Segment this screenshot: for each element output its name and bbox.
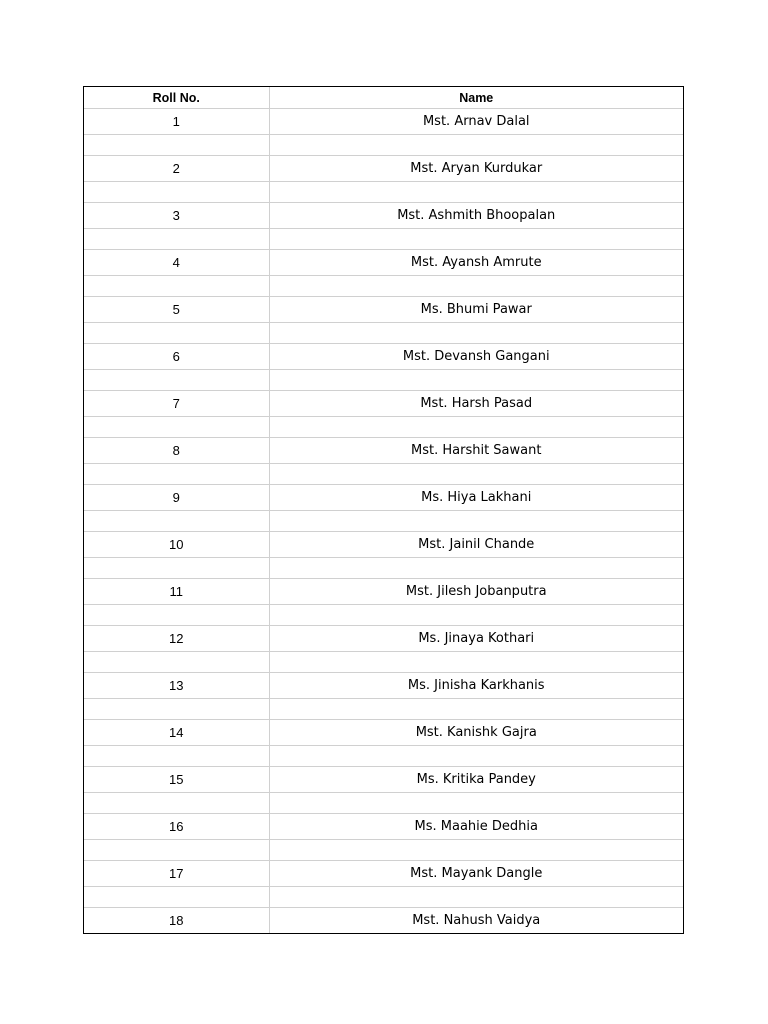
blank-cell	[84, 558, 269, 579]
blank-cell	[269, 746, 683, 767]
student-name-cell: Mst. Ashmith Bhoopalan	[269, 203, 683, 229]
blank-row	[84, 417, 683, 438]
table-row	[84, 109, 683, 135]
table-row	[84, 344, 683, 370]
roll-number-cell: 18	[84, 908, 269, 934]
blank-row	[84, 558, 683, 579]
blank-cell	[269, 605, 683, 626]
student-name-cell: Ms. Maahie Dedhia	[269, 814, 683, 840]
table-row	[84, 485, 683, 511]
blank-cell	[84, 370, 269, 391]
roll-number-cell: 11	[84, 579, 269, 605]
blank-cell	[269, 887, 683, 908]
roll-number-cell: 8	[84, 438, 269, 464]
blank-cell	[269, 417, 683, 438]
table-row	[84, 908, 683, 934]
blank-cell	[84, 323, 269, 344]
blank-cell	[84, 511, 269, 532]
student-name-cell: Ms. Hiya Lakhani	[269, 485, 683, 511]
blank-cell	[269, 276, 683, 297]
roll-number-cell: 16	[84, 814, 269, 840]
student-name-cell: Mst. Jilesh Jobanputra	[269, 579, 683, 605]
blank-row	[84, 746, 683, 767]
roll-number-cell: 3	[84, 203, 269, 229]
blank-cell	[84, 793, 269, 814]
blank-cell	[269, 699, 683, 720]
table-row	[84, 250, 683, 276]
blank-cell	[84, 417, 269, 438]
blank-cell	[269, 323, 683, 344]
student-name-cell: Ms. Jinaya Kothari	[269, 626, 683, 652]
blank-row	[84, 229, 683, 250]
blank-row	[84, 887, 683, 908]
blank-row	[84, 370, 683, 391]
blank-cell	[269, 558, 683, 579]
blank-cell	[269, 840, 683, 861]
table-row	[84, 156, 683, 182]
blank-cell	[269, 182, 683, 203]
roll-number-cell: 2	[84, 156, 269, 182]
blank-cell	[269, 370, 683, 391]
blank-cell	[84, 887, 269, 908]
table-row	[84, 532, 683, 558]
table-row	[84, 767, 683, 793]
table-row	[84, 297, 683, 323]
student-name-cell: Mst. Arnav Dalal	[269, 109, 683, 135]
blank-cell	[84, 276, 269, 297]
roll-number-cell: 7	[84, 391, 269, 417]
student-name-cell: Mst. Harsh Pasad	[269, 391, 683, 417]
blank-cell	[84, 699, 269, 720]
blank-cell	[269, 229, 683, 250]
blank-cell	[269, 793, 683, 814]
blank-cell	[269, 511, 683, 532]
table-row	[84, 203, 683, 229]
student-name-cell: Mst. Mayank Dangle	[269, 861, 683, 887]
table-row	[84, 626, 683, 652]
table-body	[84, 109, 683, 934]
table-row	[84, 861, 683, 887]
table-row	[84, 814, 683, 840]
blank-cell	[84, 840, 269, 861]
blank-cell	[269, 464, 683, 485]
student-name-cell: Ms. Jinisha Karkhanis	[269, 673, 683, 699]
blank-row	[84, 135, 683, 156]
blank-row	[84, 276, 683, 297]
roll-number-cell: 14	[84, 720, 269, 746]
student-name-cell: Mst. Ayansh Amrute	[269, 250, 683, 276]
table-header-row	[84, 87, 683, 109]
table-row	[84, 391, 683, 417]
blank-row	[84, 464, 683, 485]
table-row	[84, 673, 683, 699]
student-name-cell: Mst. Nahush Vaidya	[269, 908, 683, 934]
roll-list-table	[84, 87, 683, 933]
roll-number-cell: 13	[84, 673, 269, 699]
blank-row	[84, 840, 683, 861]
roll-number-cell: 12	[84, 626, 269, 652]
roll-number-cell: 9	[84, 485, 269, 511]
roll-list-table-frame	[83, 86, 684, 934]
table-row	[84, 579, 683, 605]
blank-cell	[84, 135, 269, 156]
blank-row	[84, 652, 683, 673]
blank-row	[84, 182, 683, 203]
roll-number-cell: 15	[84, 767, 269, 793]
blank-cell	[84, 229, 269, 250]
roll-number-cell: 1	[84, 109, 269, 135]
roll-number-cell: 5	[84, 297, 269, 323]
roll-no-header: Roll No.	[152, 90, 200, 105]
student-name-cell: Mst. Jainil Chande	[269, 532, 683, 558]
blank-cell	[84, 464, 269, 485]
name-header: Name	[269, 87, 683, 109]
student-name-cell: Mst. Harshit Sawant	[269, 438, 683, 464]
blank-cell	[269, 652, 683, 673]
blank-row	[84, 699, 683, 720]
student-name-cell: Mst. Devansh Gangani	[269, 344, 683, 370]
blank-row	[84, 605, 683, 626]
roll-number-cell: 6	[84, 344, 269, 370]
blank-cell	[84, 652, 269, 673]
roll-number-cell: 10	[84, 532, 269, 558]
blank-cell	[84, 746, 269, 767]
blank-row	[84, 793, 683, 814]
blank-cell	[84, 182, 269, 203]
blank-cell	[84, 605, 269, 626]
roll-number-cell: 4	[84, 250, 269, 276]
table-row	[84, 720, 683, 746]
student-name-cell: Mst. Aryan Kurdukar	[269, 156, 683, 182]
student-name-cell: Mst. Kanishk Gajra	[269, 720, 683, 746]
student-name-cell: Ms. Kritika Pandey	[269, 767, 683, 793]
table-row	[84, 438, 683, 464]
blank-cell	[269, 135, 683, 156]
student-name-cell: Ms. Bhumi Pawar	[269, 297, 683, 323]
roll-number-cell: 17	[84, 861, 269, 887]
blank-row	[84, 323, 683, 344]
blank-row	[84, 511, 683, 532]
